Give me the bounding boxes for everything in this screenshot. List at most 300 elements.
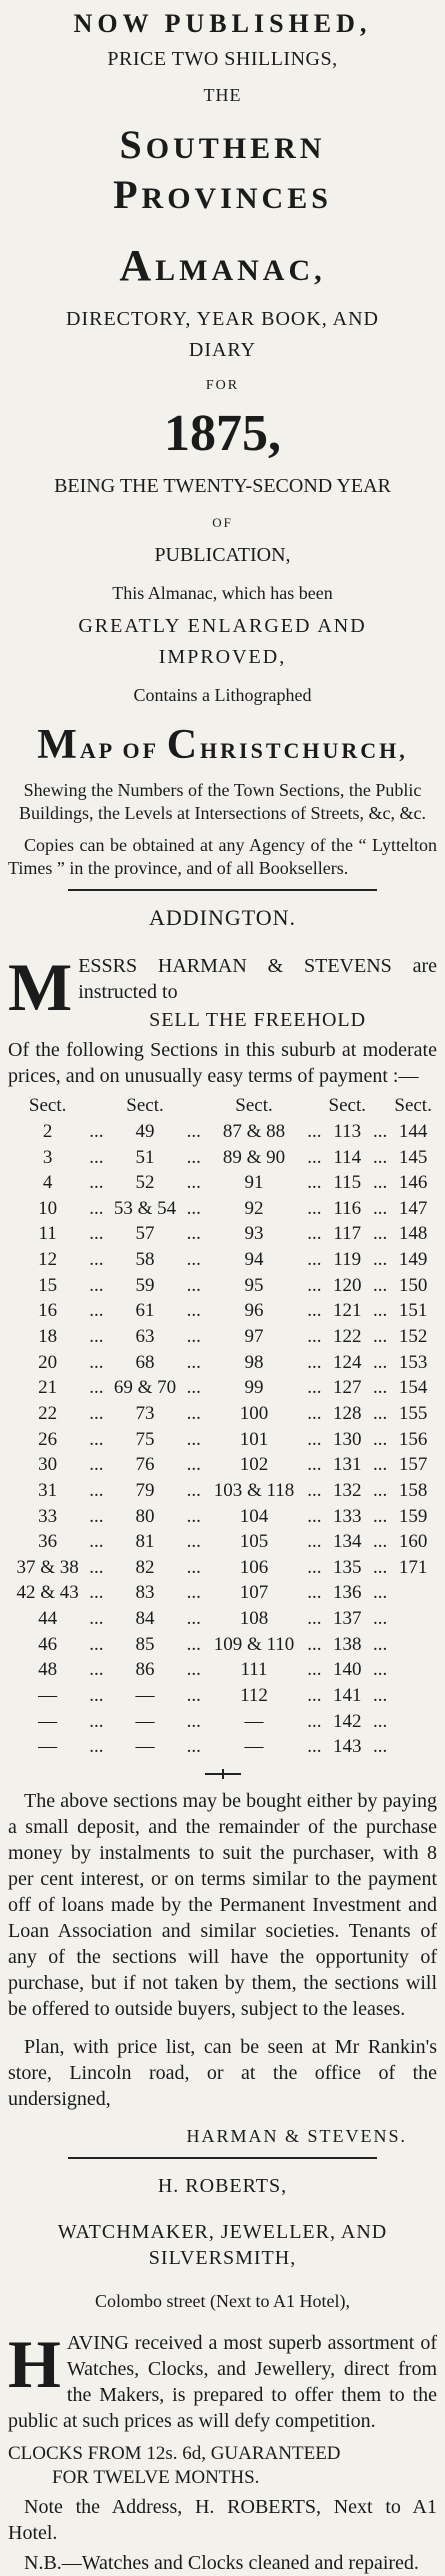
sections-row: [8, 1350, 437, 1376]
section-number: 80: [135, 1505, 155, 1527]
section-number: 111: [240, 1659, 268, 1681]
leader-dots: ...: [373, 1479, 388, 1501]
leader-dots: ...: [373, 1300, 388, 1322]
section-number: 20: [38, 1351, 58, 1373]
leader-dots: ...: [307, 1402, 322, 1424]
section-number: 89 & 90: [222, 1146, 286, 1168]
sections-row: [8, 1734, 437, 1760]
section-number: 79: [135, 1479, 155, 1501]
map-initial-c: C: [166, 721, 201, 768]
sections-header-row: [8, 1093, 437, 1119]
diary-line: DIARY: [188, 339, 257, 361]
leader-dots: ...: [373, 1120, 388, 1142]
section-number: 124: [333, 1351, 362, 1373]
section-number: 51: [135, 1146, 155, 1168]
section-number: —: [244, 1736, 264, 1758]
section-number: 104: [239, 1505, 269, 1527]
section-number: 53 & 54: [113, 1197, 177, 1219]
section-number: 108: [239, 1608, 269, 1630]
price-line: PRICE TWO SHILLINGS,: [107, 47, 338, 70]
leader-dots: ...: [186, 1146, 201, 1168]
leader-dots: ...: [307, 1505, 322, 1527]
section-number: 151: [398, 1300, 428, 1322]
title-initial-p: P: [113, 172, 142, 217]
leader-dots: ...: [373, 1582, 388, 1604]
leader-dots: ...: [89, 1351, 104, 1373]
leader-dots: ...: [89, 1172, 104, 1194]
leader-dots: ...: [307, 1556, 322, 1578]
map-rest-1: AP OF: [79, 737, 167, 763]
sections-row: [8, 1298, 437, 1324]
leader-dots: ...: [186, 1710, 201, 1732]
sections-row: [8, 1529, 437, 1555]
section-number: 141: [333, 1684, 362, 1706]
leader-dots: ...: [307, 1454, 322, 1476]
section-number: 122: [333, 1326, 362, 1348]
section-number: 159: [398, 1505, 428, 1527]
leader-dots: ...: [373, 1223, 388, 1245]
clocks-line-2: FOR TWELVE MONTHS.: [52, 2467, 260, 2489]
drop-cap-h: H: [8, 2326, 61, 2403]
section-number: 140: [333, 1659, 362, 1681]
section-number: 10: [38, 1197, 58, 1219]
section-number: 112: [240, 1684, 268, 1706]
almanac-rest: LMANAC,: [155, 254, 326, 287]
clocks-line-1: CLOCKS FROM 12s. 6d, GUARANTEED: [8, 2443, 341, 2465]
section-number: 158: [398, 1479, 428, 1501]
leader-dots: ...: [89, 1531, 104, 1553]
leader-dots: ...: [373, 1684, 388, 1706]
section-number: 109 & 110: [213, 1633, 295, 1655]
section-number: 85: [135, 1633, 155, 1655]
roberts-name: H. ROBERTS,: [157, 2175, 288, 2198]
leader-dots: ...: [186, 1479, 201, 1501]
leader-dots: ...: [89, 1454, 104, 1476]
leader-dots: ...: [89, 1479, 104, 1501]
section-number: 2: [42, 1120, 53, 1142]
section-number: 120: [333, 1274, 362, 1296]
section-number: —: [38, 1710, 58, 1732]
section-number: 107: [239, 1582, 269, 1604]
section-number: 48: [38, 1659, 58, 1681]
leader-dots: ...: [186, 1684, 201, 1706]
leader-dots: ...: [373, 1608, 388, 1630]
leader-dots: ...: [89, 1402, 104, 1424]
leader-dots: ...: [186, 1454, 201, 1476]
section-number: 16: [38, 1300, 58, 1322]
section-number: 4: [42, 1172, 53, 1194]
leader-dots: ...: [373, 1428, 388, 1450]
leader-dots: ...: [186, 1736, 201, 1758]
section-number: 134: [333, 1531, 362, 1553]
leader-dots: ...: [373, 1454, 388, 1476]
leader-dots: ...: [373, 1710, 388, 1732]
for-line: FOR: [205, 378, 240, 393]
section-number: 73: [135, 1402, 155, 1424]
sections-row: [8, 1709, 437, 1735]
lithographed-line: Contains a Lithographed: [133, 685, 312, 706]
map-rest-2: HRISTCHURCH,: [200, 737, 408, 763]
leader-dots: ...: [373, 1249, 388, 1271]
leader-dots: ...: [186, 1172, 201, 1194]
leader-dots: ...: [307, 1223, 322, 1245]
leader-dots: ...: [186, 1274, 201, 1296]
section-number: 58: [135, 1249, 155, 1271]
section-number: 171: [398, 1556, 428, 1578]
section-number: —: [38, 1736, 58, 1758]
leader-dots: ...: [307, 1684, 322, 1706]
section-number: —: [135, 1710, 155, 1732]
section-number: 81: [135, 1531, 155, 1553]
leader-dots: ...: [307, 1377, 322, 1399]
leader-dots: ...: [89, 1300, 104, 1322]
leader-dots: ...: [307, 1351, 322, 1373]
sections-row: [8, 1683, 437, 1709]
sections-row: [8, 1247, 437, 1273]
leader-dots: ...: [186, 1428, 201, 1450]
leader-dots: ...: [307, 1479, 322, 1501]
sections-row: [8, 1324, 437, 1350]
section-number: 146: [398, 1172, 428, 1194]
section-number: [389, 1580, 437, 1606]
section-number: 130: [333, 1428, 362, 1450]
section-number: 147: [398, 1197, 428, 1219]
section-number: 148: [398, 1223, 428, 1245]
section-number: 136: [333, 1582, 362, 1604]
almanac-title: [8, 120, 437, 220]
section-number: 160: [398, 1531, 428, 1553]
section-number: 46: [38, 1633, 58, 1655]
map-title: [8, 719, 437, 772]
improved-line: IMPROVED,: [158, 646, 287, 669]
section-number: 150: [398, 1274, 428, 1296]
divider: [68, 889, 377, 891]
leader-dots: ...: [186, 1249, 201, 1271]
section-number: 31: [38, 1479, 58, 1501]
section-number: 157: [398, 1454, 428, 1476]
leader-dots: ...: [307, 1274, 322, 1296]
section-number: 131: [333, 1454, 362, 1476]
nb-note: N.B.—Watches and Clocks cleaned and repaired.: [24, 2551, 419, 2574]
section-number: 114: [333, 1146, 362, 1168]
section-number: 154: [398, 1377, 428, 1399]
greatly-enlarged-line: GREATLY ENLARGED AND: [78, 615, 367, 638]
section-number: 69 & 70: [113, 1377, 177, 1399]
section-number: 3: [42, 1146, 53, 1168]
section-number: [389, 1657, 437, 1683]
rule-ornament: [203, 1769, 243, 1779]
leader-dots: ...: [186, 1402, 201, 1424]
section-number: [389, 1632, 437, 1658]
section-number: 106: [239, 1556, 269, 1578]
section-number: 44: [38, 1608, 58, 1630]
leader-dots: ...: [373, 1326, 388, 1348]
terms-paragraph: The above sections may be bought either by paying a small deposit, and the remainder of the purchase money by instalments to suit the purchaser, with 8 per cent interest, or on terms similar to the payment off of loans made by the Permanent Investment and Loan Association and similar societies. Tenants of any of the sections will have the opportunity of purchase, but if not taken by them, the sections will be offered to outside buyers, subject to the leases.: [8, 1790, 437, 2021]
section-number: 152: [398, 1326, 428, 1348]
section-number: 84: [135, 1608, 155, 1630]
roberts-advertisement: [8, 2173, 437, 2576]
leader-dots: ...: [186, 1505, 201, 1527]
addington-advertisement: [8, 905, 437, 2147]
section-number: 63: [135, 1326, 155, 1348]
section-number: 37 & 38: [16, 1556, 79, 1578]
sections-row: [8, 1401, 437, 1427]
column-header: Sect.: [328, 1095, 366, 1117]
section-number: 26: [38, 1428, 58, 1450]
leader-dots: ...: [89, 1556, 104, 1578]
leader-dots: ...: [373, 1377, 388, 1399]
section-number: 156: [398, 1428, 428, 1450]
section-number: 155: [398, 1402, 428, 1424]
section-number: —: [135, 1684, 155, 1706]
section-number: 83: [135, 1582, 155, 1604]
headline-now-published: NOW PUBLISHED,: [73, 9, 372, 38]
section-number: 143: [333, 1736, 362, 1758]
column-header: Sect.: [126, 1095, 164, 1117]
section-number: 11: [38, 1223, 57, 1245]
section-number: 113: [333, 1120, 362, 1142]
section-number: 137: [333, 1608, 362, 1630]
leader-dots: ...: [89, 1326, 104, 1348]
leader-dots: ...: [373, 1531, 388, 1553]
section-number: 94: [244, 1249, 264, 1271]
leader-dots: ...: [89, 1633, 104, 1655]
twenty-second-year-line: BEING THE TWENTY-SECOND YEAR: [54, 474, 391, 497]
section-number: 12: [38, 1249, 58, 1271]
sections-row: [8, 1375, 437, 1401]
section-number: 30: [38, 1454, 58, 1476]
leader-dots: ...: [89, 1736, 104, 1758]
sections-intro: Of the following Sections in this suburb at moderate prices, and on unusually easy terms of payment :—: [8, 1039, 437, 1088]
title-rest-a: OUTHERN: [145, 132, 326, 165]
sections-row: [8, 1555, 437, 1581]
leader-dots: ...: [89, 1197, 104, 1219]
almanac-advertisement: [8, 8, 437, 879]
leader-dots: ...: [89, 1274, 104, 1296]
leader-dots: ...: [373, 1402, 388, 1424]
sections-row: [8, 1221, 437, 1247]
section-number: [389, 1606, 437, 1632]
leader-dots: ...: [307, 1146, 322, 1168]
section-number: 21: [38, 1377, 58, 1399]
leader-dots: ...: [307, 1531, 322, 1553]
section-number: 75: [135, 1428, 155, 1450]
section-number: 103 & 118: [213, 1479, 295, 1501]
sections-row: [8, 1145, 437, 1171]
leader-dots: ...: [373, 1146, 388, 1168]
sections-row: [8, 1504, 437, 1530]
section-number: 98: [244, 1351, 264, 1373]
section-number: 92: [244, 1197, 264, 1219]
leader-dots: ...: [186, 1582, 201, 1604]
section-number: [389, 1734, 437, 1760]
sections-row: [8, 1196, 437, 1222]
the-line: THE: [203, 84, 242, 105]
leader-dots: ...: [89, 1223, 104, 1245]
leader-dots: ...: [373, 1351, 388, 1373]
leader-dots: ...: [186, 1120, 201, 1142]
section-number: 102: [239, 1454, 269, 1476]
leader-dots: ...: [373, 1736, 388, 1758]
leader-dots: ...: [89, 1146, 104, 1168]
signature: HARMAN & STEVENS.: [186, 2126, 407, 2147]
leader-dots: ...: [89, 1120, 104, 1142]
leader-dots: ...: [186, 1633, 201, 1655]
section-number: 138: [333, 1633, 362, 1655]
sections-row: [8, 1452, 437, 1478]
leader-dots: ...: [89, 1377, 104, 1399]
section-number: 133: [333, 1505, 362, 1527]
leader-dots: ...: [89, 1659, 104, 1681]
section-number: 57: [135, 1223, 155, 1245]
leader-dots: ...: [307, 1326, 322, 1348]
section-number: 95: [244, 1274, 264, 1296]
column-header: Sect.: [394, 1095, 432, 1117]
roberts-body: [8, 2326, 437, 2434]
section-number: 96: [244, 1300, 264, 1322]
section-number: 132: [333, 1479, 362, 1501]
section-number: 18: [38, 1326, 58, 1348]
title-initial-s: S: [119, 122, 146, 167]
roberts-address: Colombo street (Next to A1 Hotel),: [95, 2291, 350, 2312]
section-number: 135: [333, 1556, 362, 1578]
section-number: 68: [135, 1351, 155, 1373]
section-number: 127: [333, 1377, 362, 1399]
section-number: 142: [333, 1710, 362, 1732]
leader-dots: ...: [89, 1684, 104, 1706]
section-number: 76: [135, 1454, 155, 1476]
leader-dots: ...: [186, 1326, 201, 1348]
sections-table: [8, 1093, 437, 1760]
section-number: 22: [38, 1402, 58, 1424]
leader-dots: ...: [373, 1659, 388, 1681]
section-number: 91: [244, 1172, 264, 1194]
leader-dots: ...: [89, 1505, 104, 1527]
section-number: 61: [135, 1300, 155, 1322]
leader-dots: ...: [307, 1249, 322, 1271]
leader-dots: ...: [307, 1608, 322, 1630]
drop-cap-m: M: [8, 949, 73, 1026]
clocks-guarantee: [8, 2442, 437, 2490]
leader-dots: ...: [373, 1556, 388, 1578]
section-number: 100: [239, 1402, 269, 1424]
leader-dots: ...: [307, 1197, 322, 1219]
section-number: 153: [398, 1351, 428, 1373]
shewing-text: Shewing the Numbers of the Town Sections, the Public Buildings, the Levels at Intersections of Streets, &c, &c.: [19, 780, 426, 823]
sections-row: [8, 1657, 437, 1683]
leader-dots: ...: [307, 1300, 322, 1322]
leader-dots: ...: [89, 1608, 104, 1630]
sections-row: [8, 1170, 437, 1196]
section-number: 115: [333, 1172, 362, 1194]
leader-dots: ...: [307, 1582, 322, 1604]
section-number: 52: [135, 1172, 155, 1194]
section-number: 145: [398, 1146, 428, 1168]
sections-row: [8, 1273, 437, 1299]
column-header: Sect.: [235, 1095, 273, 1117]
column-header: Sect.: [28, 1095, 67, 1117]
leader-dots: ...: [373, 1172, 388, 1194]
sections-row: [8, 1606, 437, 1632]
leader-dots: ...: [89, 1428, 104, 1450]
section-number: 144: [398, 1120, 428, 1142]
title-rest-b: ROVINCES: [141, 182, 332, 215]
leader-dots: ...: [186, 1608, 201, 1630]
leader-dots: ...: [186, 1531, 201, 1553]
section-number: 97: [244, 1326, 264, 1348]
section-number: 93: [244, 1223, 264, 1245]
sections-row: [8, 1580, 437, 1606]
almanac-which-line: This Almanac, which has been: [112, 582, 333, 603]
addington-intro: [8, 949, 437, 1033]
sell-freehold-line: SELL THE FREEHOLD: [149, 1009, 367, 1032]
leader-dots: ...: [186, 1300, 201, 1322]
leader-dots: ...: [373, 1197, 388, 1219]
section-number: [389, 1683, 437, 1709]
leader-dots: ...: [307, 1172, 322, 1194]
section-number: 15: [38, 1274, 58, 1296]
leader-dots: ...: [373, 1274, 388, 1296]
leader-dots: ...: [307, 1659, 322, 1681]
section-number: 105: [239, 1531, 269, 1553]
year: 1875,: [164, 404, 281, 462]
leader-dots: ...: [307, 1428, 322, 1450]
copies-text: Copies can be obtained at any Agency of the “ Lyttelton Times ” in the province, and of all Booksellers.: [8, 835, 437, 878]
sections-row: [8, 1632, 437, 1658]
section-number: 117: [333, 1223, 362, 1245]
map-initial-m: M: [37, 721, 80, 768]
leader-dots: ...: [307, 1633, 322, 1655]
leader-dots: ...: [186, 1223, 201, 1245]
sections-row: [8, 1478, 437, 1504]
section-number: 59: [135, 1274, 155, 1296]
leader-dots: ...: [186, 1351, 201, 1373]
almanac-initial: A: [119, 241, 156, 290]
leader-dots: ...: [186, 1197, 201, 1219]
directory-line: DIRECTORY, YEAR BOOK, AND: [66, 308, 379, 330]
section-number: [389, 1709, 437, 1735]
plan-paragraph: Plan, with price list, can be seen at Mr Rankin's store, Lincoln road, or at the office of the undersigned,: [8, 2036, 437, 2111]
of-line: OF: [212, 514, 233, 530]
section-number: 42 & 43: [16, 1582, 79, 1604]
leader-dots: ...: [186, 1659, 201, 1681]
leader-dots: ...: [307, 1736, 322, 1758]
section-number: 128: [333, 1402, 362, 1424]
section-number: 119: [333, 1249, 362, 1271]
section-number: 33: [38, 1505, 58, 1527]
leader-dots: ...: [89, 1710, 104, 1732]
leader-dots: ...: [373, 1505, 388, 1527]
leader-dots: ...: [186, 1377, 201, 1399]
intro-text: ESSRS HARMAN & STEVENS are instructed to: [78, 955, 437, 1004]
section-number: 49: [135, 1120, 155, 1142]
section-number: 36: [38, 1531, 58, 1553]
addington-title: ADDINGTON.: [148, 905, 297, 931]
leader-dots: ...: [307, 1120, 322, 1142]
almanac-word: [8, 238, 437, 293]
sections-row: [8, 1427, 437, 1453]
leader-dots: ...: [89, 1582, 104, 1604]
roberts-body-text: AVING received a most superb assortment of Watches, Clocks, and Jewellery, direct from the Makers, is prepared to offer them to the public at such prices as will defy competition.: [8, 2332, 437, 2433]
section-number: 101: [239, 1428, 269, 1450]
address-note: Note the Address, H. ROBERTS, Next to A1 Hotel.: [8, 2495, 437, 2544]
publication-line: PUBLICATION,: [154, 543, 291, 566]
section-number: 99: [244, 1377, 264, 1399]
section-number: 121: [333, 1300, 362, 1322]
section-number: 149: [398, 1249, 428, 1271]
divider: [68, 2157, 377, 2159]
section-number: —: [244, 1710, 264, 1732]
